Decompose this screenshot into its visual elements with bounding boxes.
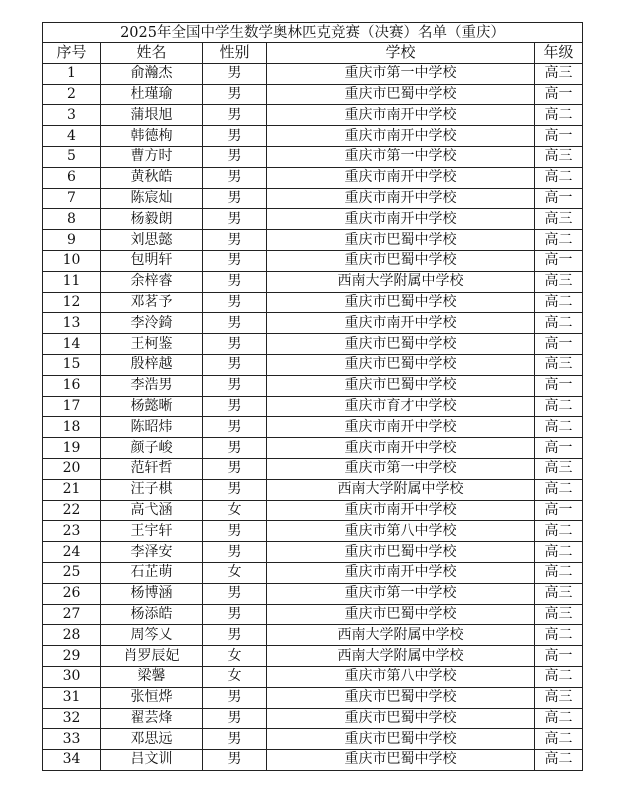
cell-name: 陈昭炜 [101, 417, 203, 438]
table-row [43, 458, 583, 479]
cell-grade: 高一 [535, 126, 583, 147]
cell-gender: 男 [203, 458, 267, 479]
cell-gender: 男 [203, 708, 267, 729]
cell-grade: 高二 [535, 292, 583, 313]
cell-gender: 男 [203, 271, 267, 292]
cell-gender: 男 [203, 521, 267, 542]
cell-grade: 高三 [535, 146, 583, 167]
cell-gender: 男 [203, 188, 267, 209]
cell-grade: 高三 [535, 604, 583, 625]
cell-gender: 男 [203, 126, 267, 147]
cell-school: 重庆市巴蜀中学校 [267, 250, 535, 271]
cell-no: 5 [43, 146, 101, 167]
cell-no: 21 [43, 479, 101, 500]
cell-name: 杨懿晰 [101, 396, 203, 417]
cell-grade: 高一 [535, 438, 583, 459]
cell-gender: 男 [203, 375, 267, 396]
cell-name: 李浩男 [101, 375, 203, 396]
cell-name: 梁馨 [101, 666, 203, 687]
cell-school: 重庆市巴蜀中学校 [267, 708, 535, 729]
cell-gender: 男 [203, 479, 267, 500]
cell-no: 2 [43, 84, 101, 105]
cell-name: 邓茗予 [101, 292, 203, 313]
table-row [43, 84, 583, 105]
cell-no: 19 [43, 438, 101, 459]
cell-grade: 高一 [535, 375, 583, 396]
table-row [43, 521, 583, 542]
cell-school: 重庆市南开中学校 [267, 417, 535, 438]
cell-gender: 女 [203, 500, 267, 521]
cell-no: 30 [43, 666, 101, 687]
cell-grade: 高二 [535, 521, 583, 542]
table-row [43, 230, 583, 251]
cell-grade: 高三 [535, 63, 583, 84]
cell-school: 重庆市巴蜀中学校 [267, 334, 535, 355]
cell-no: 20 [43, 458, 101, 479]
table-row [43, 666, 583, 687]
cell-gender: 男 [203, 63, 267, 84]
table-row [43, 334, 583, 355]
cell-school: 重庆市南开中学校 [267, 438, 535, 459]
cell-school: 重庆市育才中学校 [267, 396, 535, 417]
cell-no: 25 [43, 562, 101, 583]
cell-no: 4 [43, 126, 101, 147]
cell-school: 重庆市南开中学校 [267, 167, 535, 188]
cell-gender: 男 [203, 334, 267, 355]
cell-no: 33 [43, 729, 101, 750]
cell-school: 西南大学附属中学校 [267, 646, 535, 667]
cell-name: 张恒烨 [101, 687, 203, 708]
cell-school: 重庆市南开中学校 [267, 209, 535, 230]
cell-gender: 男 [203, 209, 267, 230]
table-row [43, 292, 583, 313]
cell-school: 重庆市第一中学校 [267, 63, 535, 84]
cell-no: 6 [43, 167, 101, 188]
cell-no: 10 [43, 250, 101, 271]
cell-gender: 女 [203, 666, 267, 687]
cell-school: 重庆市巴蜀中学校 [267, 230, 535, 251]
cell-grade: 高二 [535, 167, 583, 188]
cell-name: 李泠錡 [101, 313, 203, 334]
cell-grade: 高二 [535, 417, 583, 438]
table-row [43, 583, 583, 604]
table-row [43, 167, 583, 188]
cell-grade: 高一 [535, 334, 583, 355]
cell-no: 34 [43, 750, 101, 771]
cell-school: 重庆市巴蜀中学校 [267, 542, 535, 563]
cell-name: 曹方时 [101, 146, 203, 167]
cell-gender: 男 [203, 167, 267, 188]
cell-school: 重庆市第八中学校 [267, 521, 535, 542]
table-row [43, 646, 583, 667]
header-grade: 年级 [535, 43, 583, 64]
cell-name: 石芷萌 [101, 562, 203, 583]
header-gender: 性别 [203, 43, 267, 64]
cell-gender: 女 [203, 562, 267, 583]
cell-grade: 高一 [535, 250, 583, 271]
cell-no: 32 [43, 708, 101, 729]
cell-name: 吕文训 [101, 750, 203, 771]
cell-no: 23 [43, 521, 101, 542]
table-row [43, 313, 583, 334]
cell-grade: 高三 [535, 209, 583, 230]
cell-no: 28 [43, 625, 101, 646]
cell-gender: 女 [203, 646, 267, 667]
cell-gender: 男 [203, 438, 267, 459]
cell-gender: 男 [203, 146, 267, 167]
table-row [43, 354, 583, 375]
cell-school: 重庆市南开中学校 [267, 105, 535, 126]
cell-no: 31 [43, 687, 101, 708]
cell-grade: 高二 [535, 230, 583, 251]
cell-school: 重庆市巴蜀中学校 [267, 729, 535, 750]
cell-name: 周笒乂 [101, 625, 203, 646]
cell-gender: 男 [203, 250, 267, 271]
cell-grade: 高三 [535, 458, 583, 479]
cell-no: 3 [43, 105, 101, 126]
cell-gender: 男 [203, 417, 267, 438]
cell-grade: 高二 [535, 105, 583, 126]
cell-gender: 男 [203, 292, 267, 313]
cell-name: 陈宸灿 [101, 188, 203, 209]
cell-name: 余梓睿 [101, 271, 203, 292]
cell-grade: 高二 [535, 625, 583, 646]
cell-school: 重庆市第一中学校 [267, 146, 535, 167]
cell-gender: 男 [203, 84, 267, 105]
cell-gender: 男 [203, 313, 267, 334]
cell-gender: 男 [203, 396, 267, 417]
cell-school: 重庆市巴蜀中学校 [267, 84, 535, 105]
cell-name: 蒲垠旭 [101, 105, 203, 126]
table-row [43, 188, 583, 209]
cell-school: 重庆市南开中学校 [267, 500, 535, 521]
cell-name: 颜子峻 [101, 438, 203, 459]
cell-no: 17 [43, 396, 101, 417]
cell-name: 黄秋皓 [101, 167, 203, 188]
header-name: 姓名 [101, 43, 203, 64]
table-row [43, 438, 583, 459]
cell-school: 西南大学附属中学校 [267, 479, 535, 500]
cell-name: 肖罗辰妃 [101, 646, 203, 667]
cell-grade: 高二 [535, 666, 583, 687]
cell-no: 26 [43, 583, 101, 604]
table-row [43, 479, 583, 500]
cell-school: 重庆市巴蜀中学校 [267, 604, 535, 625]
table-row [43, 209, 583, 230]
cell-school: 西南大学附属中学校 [267, 271, 535, 292]
cell-grade: 高二 [535, 729, 583, 750]
cell-name: 韩德栒 [101, 126, 203, 147]
cell-gender: 男 [203, 604, 267, 625]
cell-school: 重庆市巴蜀中学校 [267, 750, 535, 771]
cell-grade: 高一 [535, 84, 583, 105]
cell-grade: 高二 [535, 313, 583, 334]
cell-name: 王柯鉴 [101, 334, 203, 355]
header-school: 学校 [267, 43, 535, 64]
cell-grade: 高一 [535, 188, 583, 209]
cell-name: 李泽安 [101, 542, 203, 563]
table-row [43, 146, 583, 167]
document-title: 2025年全国中学生数学奥林匹克竞赛（决赛）名单（重庆） [43, 23, 583, 43]
cell-name: 包明轩 [101, 250, 203, 271]
cell-no: 11 [43, 271, 101, 292]
cell-no: 7 [43, 188, 101, 209]
cell-no: 24 [43, 542, 101, 563]
cell-school: 西南大学附属中学校 [267, 625, 535, 646]
table-row [43, 126, 583, 147]
cell-no: 16 [43, 375, 101, 396]
cell-grade: 高二 [535, 396, 583, 417]
cell-name: 汪子棋 [101, 479, 203, 500]
header-no: 序号 [43, 43, 101, 64]
cell-name: 范轩哲 [101, 458, 203, 479]
table-row [43, 687, 583, 708]
cell-name: 殷梓越 [101, 354, 203, 375]
cell-grade: 高三 [535, 687, 583, 708]
cell-no: 13 [43, 313, 101, 334]
table-row [43, 396, 583, 417]
cell-no: 12 [43, 292, 101, 313]
table-row [43, 562, 583, 583]
table-row [43, 750, 583, 771]
roster-sheet [42, 22, 582, 771]
cell-grade: 高二 [535, 479, 583, 500]
cell-grade: 高二 [535, 708, 583, 729]
cell-name: 刘思懿 [101, 230, 203, 251]
cell-grade: 高二 [535, 562, 583, 583]
cell-school: 重庆市南开中学校 [267, 562, 535, 583]
table-row [43, 271, 583, 292]
cell-no: 9 [43, 230, 101, 251]
table-row [43, 63, 583, 84]
cell-grade: 高三 [535, 583, 583, 604]
table-row [43, 500, 583, 521]
cell-grade: 高三 [535, 354, 583, 375]
cell-school: 重庆市巴蜀中学校 [267, 375, 535, 396]
cell-name: 杨博涵 [101, 583, 203, 604]
cell-no: 18 [43, 417, 101, 438]
cell-no: 29 [43, 646, 101, 667]
cell-school: 重庆市巴蜀中学校 [267, 354, 535, 375]
cell-school: 重庆市巴蜀中学校 [267, 687, 535, 708]
table-row [43, 250, 583, 271]
header-row [43, 43, 583, 64]
cell-name: 王宇轩 [101, 521, 203, 542]
cell-grade: 高一 [535, 500, 583, 521]
cell-school: 重庆市南开中学校 [267, 313, 535, 334]
cell-gender: 男 [203, 230, 267, 251]
cell-school: 重庆市巴蜀中学校 [267, 292, 535, 313]
table-row [43, 625, 583, 646]
table-row [43, 729, 583, 750]
cell-name: 邓思远 [101, 729, 203, 750]
cell-gender: 男 [203, 625, 267, 646]
cell-name: 翟芸烽 [101, 708, 203, 729]
table-row [43, 105, 583, 126]
table-row [43, 542, 583, 563]
cell-no: 15 [43, 354, 101, 375]
cell-school: 重庆市南开中学校 [267, 126, 535, 147]
cell-school: 重庆市第一中学校 [267, 583, 535, 604]
cell-name: 俞瀚杰 [101, 63, 203, 84]
cell-gender: 男 [203, 729, 267, 750]
cell-gender: 男 [203, 354, 267, 375]
cell-grade: 高一 [535, 646, 583, 667]
table-row [43, 375, 583, 396]
cell-no: 14 [43, 334, 101, 355]
cell-grade: 高二 [535, 542, 583, 563]
cell-gender: 男 [203, 687, 267, 708]
cell-no: 8 [43, 209, 101, 230]
cell-no: 27 [43, 604, 101, 625]
cell-grade: 高三 [535, 271, 583, 292]
roster-table [42, 22, 583, 771]
cell-gender: 男 [203, 542, 267, 563]
cell-name: 杨毅朗 [101, 209, 203, 230]
cell-gender: 男 [203, 750, 267, 771]
cell-name: 高弋涵 [101, 500, 203, 521]
cell-school: 重庆市第八中学校 [267, 666, 535, 687]
cell-no: 22 [43, 500, 101, 521]
cell-name: 杜瑾瑜 [101, 84, 203, 105]
cell-no: 1 [43, 63, 101, 84]
cell-school: 重庆市第一中学校 [267, 458, 535, 479]
roster-body [43, 63, 583, 770]
cell-school: 重庆市南开中学校 [267, 188, 535, 209]
cell-gender: 男 [203, 105, 267, 126]
table-row [43, 604, 583, 625]
table-row [43, 708, 583, 729]
cell-name: 杨添皓 [101, 604, 203, 625]
title-row [43, 23, 583, 43]
cell-grade: 高二 [535, 750, 583, 771]
cell-gender: 男 [203, 583, 267, 604]
table-row [43, 417, 583, 438]
